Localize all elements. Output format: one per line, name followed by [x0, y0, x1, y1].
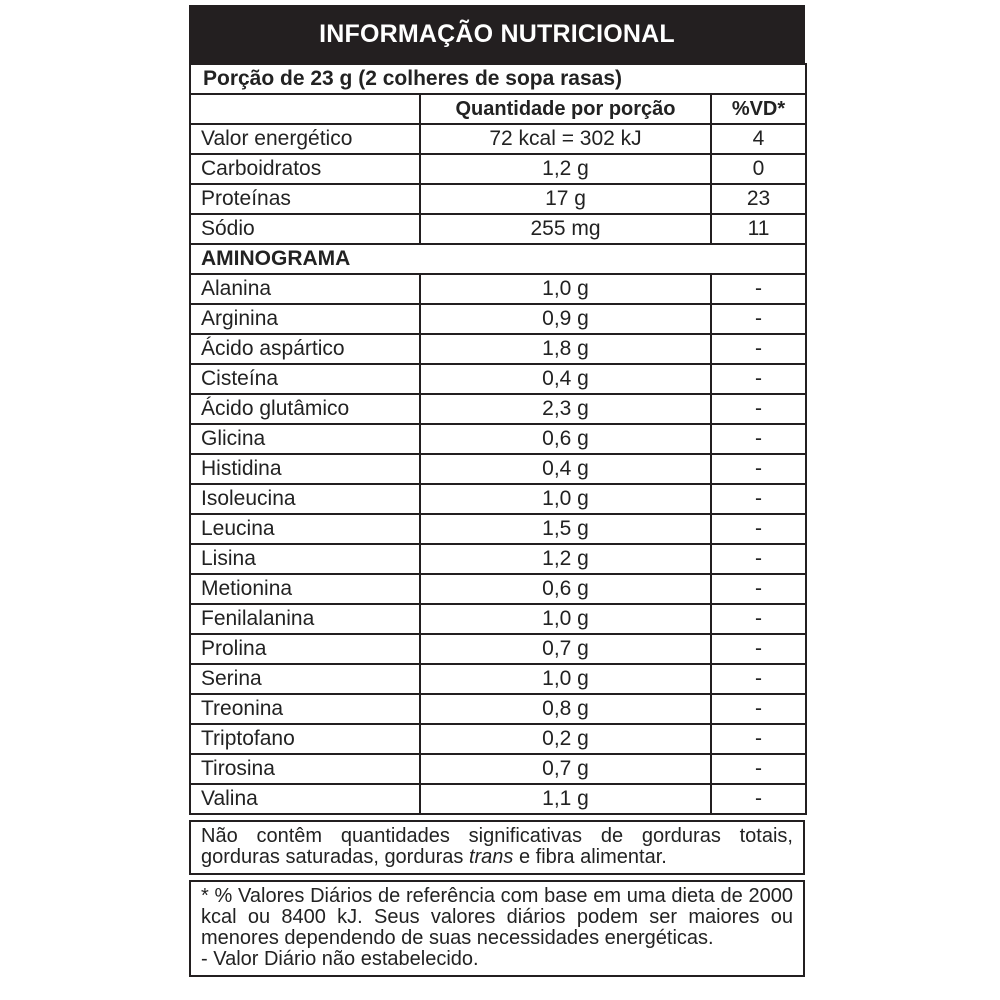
- nutrient-name: Sódio: [190, 214, 420, 244]
- aminoacid-vd: -: [711, 364, 806, 394]
- aminoacid-vd: -: [711, 664, 806, 694]
- nutrient-row: [190, 124, 806, 154]
- aminoacid-name: Ácido glutâmico: [190, 394, 420, 424]
- aminoacid-name: Prolina: [190, 634, 420, 664]
- nutrient-amount: 72 kcal = 302 kJ: [420, 124, 711, 154]
- header-row: [190, 94, 806, 124]
- aminoacid-vd: -: [711, 604, 806, 634]
- nutrient-vd: 0: [711, 154, 806, 184]
- aminoacid-row: [190, 784, 806, 814]
- aminoacid-name: Lisina: [190, 544, 420, 574]
- aminoacid-name: Triptofano: [190, 724, 420, 754]
- header-blank: [190, 94, 420, 124]
- aminoacid-row: [190, 664, 806, 694]
- note-vd-text: * % Valores Diários de referência com base em uma dieta de 2000 kcal ou 8400 kJ. Seus valores diários podem ser maiores ou menores dependendo de suas necessidades energéticas.: [201, 885, 793, 949]
- aminoacid-vd: -: [711, 274, 806, 304]
- note-text-part: Não contêm quantidades significativas de gorduras totais, gorduras saturadas, gorduras: [201, 825, 793, 868]
- aminoacid-amount: 0,6 g: [420, 424, 711, 454]
- aminoacid-amount: 0,7 g: [420, 634, 711, 664]
- nutrient-vd: 11: [711, 214, 806, 244]
- aminoacid-amount: 1,2 g: [420, 544, 711, 574]
- aminoacid-row: [190, 634, 806, 664]
- aminoacid-name: Valina: [190, 784, 420, 814]
- aminoacid-amount: 1,5 g: [420, 514, 711, 544]
- aminoacid-name: Metionina: [190, 574, 420, 604]
- note-not-significant: [189, 820, 805, 875]
- aminoacid-name: Histidina: [190, 454, 420, 484]
- aminoacid-row: [190, 574, 806, 604]
- aminoacid-vd: -: [711, 424, 806, 454]
- note-daily-values: [189, 880, 805, 977]
- aminoacid-name: Ácido aspártico: [190, 334, 420, 364]
- aminoacid-row: [190, 484, 806, 514]
- aminoacid-vd: -: [711, 754, 806, 784]
- aminoacid-amount: 2,3 g: [420, 394, 711, 424]
- aminogram-row: [190, 244, 806, 274]
- aminoacid-amount: 0,9 g: [420, 304, 711, 334]
- aminoacid-vd: -: [711, 634, 806, 664]
- aminoacid-vd: -: [711, 394, 806, 424]
- nutrient-amount: 17 g: [420, 184, 711, 214]
- aminoacid-vd: -: [711, 454, 806, 484]
- nutrient-row: [190, 214, 806, 244]
- aminoacid-row: [190, 754, 806, 784]
- aminoacid-amount: 1,1 g: [420, 784, 711, 814]
- aminoacid-name: Cisteína: [190, 364, 420, 394]
- note-dash-text: - Valor Diário não estabelecido.: [201, 948, 479, 970]
- aminoacid-amount: 1,8 g: [420, 334, 711, 364]
- aminoacid-amount: 1,0 g: [420, 274, 711, 304]
- aminoacid-amount: 0,2 g: [420, 724, 711, 754]
- aminoacid-vd: -: [711, 694, 806, 724]
- aminoacid-name: Arginina: [190, 304, 420, 334]
- aminoacid-name: Tirosina: [190, 754, 420, 784]
- aminoacid-row: [190, 454, 806, 484]
- portion-row: [190, 64, 806, 94]
- nutrition-table: [189, 63, 807, 815]
- aminoacid-vd: -: [711, 724, 806, 754]
- aminogram-title: AMINOGRAMA: [190, 244, 806, 274]
- nutrient-vd: 4: [711, 124, 806, 154]
- aminoacid-row: [190, 514, 806, 544]
- nutrient-name: Proteínas: [190, 184, 420, 214]
- aminoacid-vd: -: [711, 784, 806, 814]
- aminoacid-vd: -: [711, 484, 806, 514]
- aminoacid-vd: -: [711, 514, 806, 544]
- aminoacid-row: [190, 334, 806, 364]
- aminoacid-row: [190, 274, 806, 304]
- aminoacid-row: [190, 424, 806, 454]
- aminoacid-amount: 1,0 g: [420, 484, 711, 514]
- aminoacid-name: Serina: [190, 664, 420, 694]
- aminoacid-row: [190, 724, 806, 754]
- aminoacid-name: Alanina: [190, 274, 420, 304]
- aminoacid-amount: 1,0 g: [420, 604, 711, 634]
- nutrient-row: [190, 184, 806, 214]
- header-vd: %VD*: [711, 94, 806, 124]
- aminoacid-row: [190, 304, 806, 334]
- aminoacid-row: [190, 544, 806, 574]
- aminoacid-row: [190, 604, 806, 634]
- aminoacid-name: Treonina: [190, 694, 420, 724]
- aminoacid-amount: 0,8 g: [420, 694, 711, 724]
- portion-text: Porção de 23 g (2 colheres de sopa rasas): [190, 64, 806, 94]
- aminoacid-name: Glicina: [190, 424, 420, 454]
- note-not-significant-text: [201, 826, 793, 868]
- aminoacid-vd: -: [711, 544, 806, 574]
- note-text-part: e fibra alimentar.: [513, 846, 667, 868]
- aminoacid-row: [190, 694, 806, 724]
- nutrient-vd: 23: [711, 184, 806, 214]
- aminoacid-name: Fenilalanina: [190, 604, 420, 634]
- aminoacid-vd: -: [711, 574, 806, 604]
- aminoacid-amount: 0,4 g: [420, 454, 711, 484]
- nutrient-name: Carboidratos: [190, 154, 420, 184]
- aminoacid-vd: -: [711, 304, 806, 334]
- aminoacid-name: Isoleucina: [190, 484, 420, 514]
- aminoacid-name: Leucina: [190, 514, 420, 544]
- aminoacid-row: [190, 394, 806, 424]
- label-title: INFORMAÇÃO NUTRICIONAL: [189, 5, 805, 63]
- aminoacid-amount: 0,6 g: [420, 574, 711, 604]
- aminoacid-vd: -: [711, 334, 806, 364]
- note-italic-trans: trans: [468, 846, 514, 868]
- aminoacid-amount: 0,4 g: [420, 364, 711, 394]
- aminoacid-amount: 1,0 g: [420, 664, 711, 694]
- nutrient-amount: 1,2 g: [420, 154, 711, 184]
- nutrient-amount: 255 mg: [420, 214, 711, 244]
- header-quantity: Quantidade por porção: [420, 94, 711, 124]
- nutrient-name: Valor energético: [190, 124, 420, 154]
- aminoacid-row: [190, 364, 806, 394]
- nutrition-label: [189, 5, 805, 977]
- nutrient-row: [190, 154, 806, 184]
- aminoacid-amount: 0,7 g: [420, 754, 711, 784]
